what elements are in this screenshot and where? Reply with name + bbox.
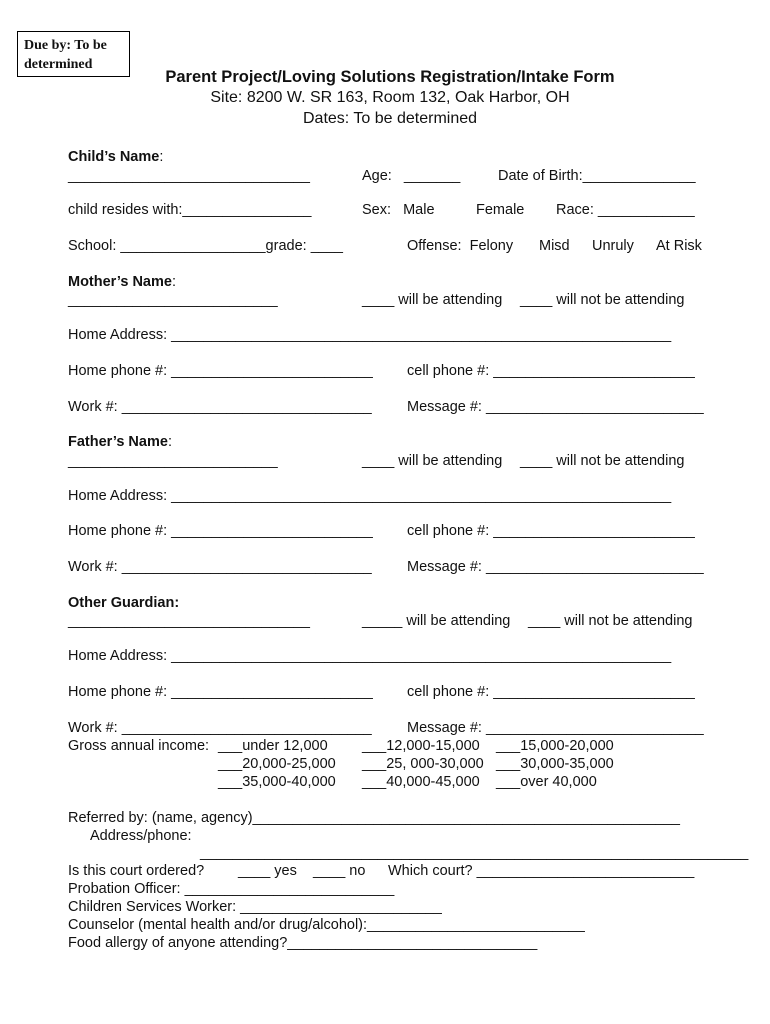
mother-name-label	[68, 274, 176, 291]
income-option-12000-15000[interactable]: ___12,000-15,000	[362, 738, 480, 754]
guardian-name-label: Other Guardian:	[68, 595, 180, 611]
mother-message-field[interactable]: Message #: ___________________________	[407, 399, 704, 415]
dates-line: Dates: To be determined	[302, 110, 478, 127]
father-cell-phone-field[interactable]: cell phone #: _________________________	[407, 523, 695, 539]
income-option-15000-20000[interactable]: ___15,000-20,000	[496, 738, 614, 754]
mother-name-line[interactable]: __________________________	[68, 292, 278, 308]
income-option-over-40000[interactable]: ___over 40,000	[496, 774, 597, 790]
child-name-label	[68, 149, 163, 166]
age-field[interactable]: Age: _______	[362, 168, 461, 184]
date-of-birth-field[interactable]: Date of Birth:______________	[498, 168, 696, 184]
mother-will-attend[interactable]: ____ will be attending	[362, 292, 503, 308]
mother-home-address-field[interactable]: Home Address: ______________________________________________________________	[68, 327, 672, 343]
father-will-not-attend[interactable]: ____ will not be attending	[520, 453, 685, 469]
mother-name-colon: :	[171, 274, 176, 290]
probation-officer-field[interactable]: Probation Officer: __________________________	[68, 881, 395, 897]
court-ordered-yes[interactable]: ____ yes	[238, 863, 297, 879]
child-name-label-text: Child’s Name	[68, 149, 160, 165]
income-option-20000-25000[interactable]: ___20,000-25,000	[218, 756, 336, 772]
counselor-field[interactable]: Counselor (mental health and/or drug/alcohol):___________________________	[68, 917, 585, 933]
income-option-under-12000[interactable]: ___under 12,000	[218, 738, 328, 754]
father-work-field[interactable]: Work #: _______________________________	[68, 559, 372, 575]
guardian-name-line[interactable]: ______________________________	[68, 613, 310, 629]
father-name-label	[68, 434, 172, 451]
father-home-phone-field[interactable]: Home phone #: _________________________	[68, 523, 373, 539]
guardian-home-address-field[interactable]: Home Address: ______________________________________________________________	[68, 648, 672, 664]
father-name-label-text: Father’s Name	[68, 434, 168, 450]
guardian-will-attend[interactable]: _____ will be attending	[362, 613, 511, 629]
father-name-colon: :	[167, 434, 172, 450]
income-option-25000-30000[interactable]: ___25, 000-30,000	[362, 756, 484, 772]
guardian-will-not-attend[interactable]: ____ will not be attending	[528, 613, 693, 629]
child-resides-field[interactable]: child resides with:________________	[68, 202, 312, 218]
due-by-box: Due by: To be determined	[17, 31, 130, 77]
mother-work-field[interactable]: Work #: _______________________________	[68, 399, 372, 415]
court-ordered-label: Is this court ordered?	[68, 863, 205, 879]
offense-misd-option[interactable]: Misd	[539, 238, 570, 254]
offense-felony-option[interactable]: Offense: Felony	[407, 238, 514, 254]
referral-address-label: Address/phone:	[90, 828, 192, 844]
mother-cell-phone-field[interactable]: cell phone #: _________________________	[407, 363, 695, 379]
child-name-colon: :	[159, 149, 164, 165]
form-title: Parent Project/Loving Solutions Registration/Intake Form	[165, 68, 615, 86]
which-court-field[interactable]: Which court? ___________________________	[388, 863, 695, 879]
guardian-home-phone-field[interactable]: Home phone #: _________________________	[68, 684, 373, 700]
income-option-35000-40000[interactable]: ___35,000-40,000	[218, 774, 336, 790]
mother-will-not-attend[interactable]: ____ will not be attending	[520, 292, 685, 308]
food-allergy-field[interactable]: Food allergy of anyone attending?_______________________________	[68, 935, 538, 951]
children-services-field[interactable]: Children Services Worker: _________________________	[68, 899, 442, 915]
income-option-30000-35000[interactable]: ___30,000-35,000	[496, 756, 614, 772]
child-name-line[interactable]: ______________________________	[68, 168, 310, 184]
income-label: Gross annual income:	[68, 738, 210, 754]
referral-address-line[interactable]: ____________________________________________________________________	[200, 845, 749, 861]
father-home-address-field[interactable]: Home Address: ______________________________________________________________	[68, 488, 672, 504]
mother-name-label-text: Mother’s Name	[68, 274, 172, 290]
father-will-attend[interactable]: ____ will be attending	[362, 453, 503, 469]
guardian-cell-phone-field[interactable]: cell phone #: _________________________	[407, 684, 695, 700]
race-field[interactable]: Race: ____________	[556, 202, 695, 218]
income-option-40000-45000[interactable]: ___40,000-45,000	[362, 774, 480, 790]
sex-male-option[interactable]: Sex: Male	[362, 202, 435, 218]
referred-by-field[interactable]: Referred by: (name, agency)_____________________________________________________	[68, 810, 680, 826]
sex-female-option[interactable]: Female	[476, 202, 525, 218]
guardian-work-field[interactable]: Work #: _______________________________	[68, 720, 372, 736]
father-name-line[interactable]: __________________________	[68, 453, 278, 469]
site-line: Site: 8200 W. SR 163, Room 132, Oak Harbor, OH	[210, 89, 570, 106]
school-grade-field[interactable]: School: __________________grade: ____	[68, 238, 343, 254]
father-message-field[interactable]: Message #: ___________________________	[407, 559, 704, 575]
mother-home-phone-field[interactable]: Home phone #: _________________________	[68, 363, 373, 379]
guardian-message-field[interactable]: Message #: ___________________________	[407, 720, 704, 736]
offense-unruly-option[interactable]: Unruly	[592, 238, 634, 254]
court-ordered-no[interactable]: ____ no	[313, 863, 366, 879]
offense-at-risk-option[interactable]: At Risk	[656, 238, 702, 254]
